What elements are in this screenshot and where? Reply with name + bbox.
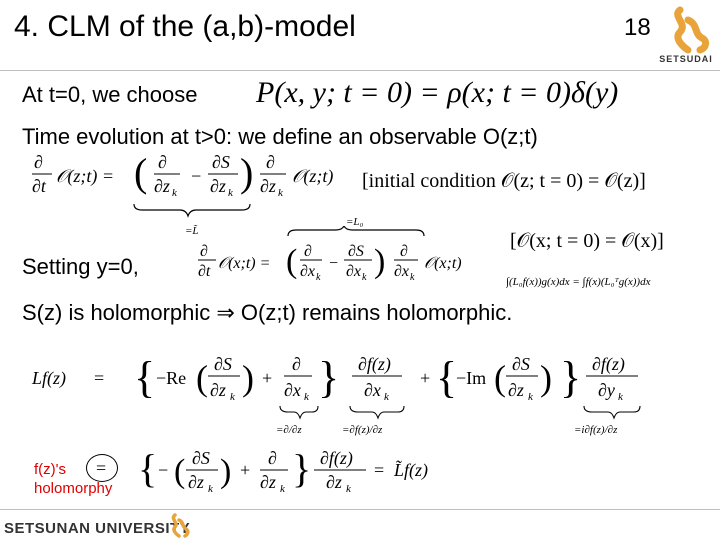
line1-text: At t=0, we choose	[22, 82, 198, 107]
svg-text:∂t: ∂t	[198, 263, 211, 280]
svg-text:∂: ∂	[200, 243, 208, 260]
svg-text:𝒪(z;t): 𝒪(z;t)	[292, 166, 334, 186]
svg-text:−: −	[190, 166, 203, 186]
svg-text:k: k	[316, 272, 321, 283]
header-divider	[0, 70, 720, 71]
page-number: 18	[624, 14, 651, 41]
svg-text:∂S: ∂S	[214, 354, 232, 374]
underbrace-d-dz: =∂/∂z	[276, 424, 302, 436]
svg-text:L̃f(z): L̃f(z)	[394, 460, 429, 480]
underbrace-df-dz: =∂f(z)/∂z	[342, 424, 383, 436]
svg-text:∂f(z): ∂f(z)	[320, 448, 353, 468]
svg-text:∂y: ∂y	[598, 380, 615, 400]
line1-formula: P(x, y; t = 0) = ρ(x; t = 0)δ(y)	[256, 76, 619, 109]
svg-text:+: +	[262, 368, 273, 388]
svg-text:k: k	[278, 187, 283, 199]
svg-text:{: {	[134, 353, 156, 402]
svg-text:∂z: ∂z	[210, 380, 226, 400]
svg-text:): )	[374, 243, 386, 280]
svg-text:k: k	[280, 483, 285, 495]
svg-text:k: k	[384, 391, 389, 403]
svg-text:k: k	[228, 187, 233, 199]
footer-university-name: SETSUNAN UNIVERSITY	[4, 520, 191, 537]
svg-text:): )	[540, 358, 552, 398]
svg-text:(: (	[494, 358, 506, 398]
svg-text:+: +	[420, 368, 431, 388]
footer-logo	[165, 513, 191, 544]
svg-text:∂f(z): ∂f(z)	[358, 354, 391, 374]
svg-text:=: =	[96, 458, 107, 478]
svg-text:∂t: ∂t	[32, 176, 46, 196]
holomorphy-note-line1: f(z)'s	[34, 461, 67, 478]
svg-text:∂: ∂	[268, 448, 277, 468]
svg-text:∂x: ∂x	[300, 263, 316, 280]
svg-text:+: +	[240, 460, 251, 480]
footer-logo-icon	[165, 513, 191, 539]
overbrace-label: =L₀	[346, 216, 364, 228]
svg-text:𝒪(x;t) =: 𝒪(x;t) =	[218, 255, 271, 272]
svg-text:}: }	[292, 448, 312, 491]
svg-text:∂z: ∂z	[260, 472, 276, 492]
svg-text:): )	[220, 453, 232, 490]
svg-text:(: (	[196, 358, 208, 398]
svg-text:∂z: ∂z	[508, 380, 524, 400]
svg-text:∂z: ∂z	[210, 176, 226, 196]
slide-title: 4. CLM of the (a,b)-model	[14, 10, 356, 43]
initial-condition-x: [𝒪(x; t = 0) = 𝒪(x)]	[510, 230, 664, 252]
svg-text:∂z: ∂z	[326, 472, 342, 492]
reduced-equation-graphic	[196, 226, 496, 296]
svg-text:−Re: −Re	[156, 368, 187, 388]
svg-text:{: {	[138, 448, 158, 491]
svg-text:Lf(z): Lf(z)	[32, 368, 67, 388]
svg-text:=: =	[374, 460, 385, 480]
svg-text:∂x: ∂x	[394, 263, 410, 280]
svg-text:∂: ∂	[158, 152, 167, 172]
svg-text:}: }	[560, 353, 582, 402]
line5-text: S(z) is holomorphic ⇒ O(z;t) remains holomorphic.	[22, 300, 513, 325]
line2-text: Time evolution at t>0: we define an observable O(z;t)	[22, 124, 538, 149]
svg-text:𝒪(x;t): 𝒪(x;t)	[424, 255, 462, 272]
svg-text:∂: ∂	[304, 243, 312, 260]
footer-divider	[0, 509, 720, 510]
svg-text:(: (	[174, 453, 186, 490]
holomorphy-note-line2: holomorphy	[34, 480, 113, 497]
svg-text:k: k	[304, 391, 309, 403]
svg-text:∂x: ∂x	[346, 263, 362, 280]
svg-text:∂z: ∂z	[154, 176, 170, 196]
underbrace-i-df-dz: =i∂f(z)/∂z	[574, 424, 618, 436]
setsudai-logo-icon	[658, 6, 714, 54]
integral-relation	[506, 268, 718, 299]
svg-text:∂x: ∂x	[284, 380, 301, 400]
holomorphic-equation	[94, 448, 464, 511]
underbrace-label: =L̃	[185, 225, 199, 237]
reduced-equation	[196, 226, 496, 301]
logo-text: SETSUDAI	[659, 54, 713, 64]
svg-text:−: −	[328, 255, 339, 272]
svg-text:∂: ∂	[292, 354, 301, 374]
holomorphic-equation-graphic	[94, 448, 464, 506]
svg-text:∂S: ∂S	[212, 152, 230, 172]
svg-text:∂x: ∂x	[364, 380, 381, 400]
svg-text:k: k	[230, 391, 235, 403]
svg-text:−Im: −Im	[456, 368, 487, 388]
svg-text:∂S: ∂S	[348, 243, 364, 260]
svg-text:=: =	[94, 368, 105, 388]
svg-text:k: k	[618, 391, 623, 403]
svg-text:∂z: ∂z	[260, 176, 276, 196]
svg-text:∂f(z): ∂f(z)	[592, 354, 625, 374]
svg-text:∂z: ∂z	[188, 472, 204, 492]
svg-text:∂: ∂	[266, 152, 275, 172]
svg-text:−: −	[158, 460, 169, 480]
initial-condition: [initial condition 𝒪(z; t = 0) = 𝒪(z)]	[362, 170, 646, 192]
svg-text:∂: ∂	[34, 152, 43, 172]
svg-text:{: {	[436, 353, 458, 402]
integral-relation-graphic	[506, 268, 718, 294]
svg-text:k: k	[172, 187, 177, 199]
svg-text:(: (	[134, 152, 148, 195]
svg-text:𝒪(z;t) =: 𝒪(z;t) =	[56, 166, 114, 186]
svg-text:∂S: ∂S	[512, 354, 530, 374]
svg-text:k: k	[410, 272, 415, 283]
svg-text:∂: ∂	[400, 243, 408, 260]
svg-text:∫(L₀f(x))g(x)dx = ∫f(x)(L₀ᵀg(x: ∫(L₀f(x))g(x)dx = ∫f(x)(L₀ᵀg(x))dx	[506, 276, 651, 288]
svg-text:): )	[240, 152, 254, 195]
setsudai-logo	[658, 6, 714, 66]
svg-text:k: k	[346, 483, 351, 495]
svg-text:k: k	[208, 483, 213, 495]
svg-text:(: (	[286, 243, 298, 280]
svg-text:k: k	[528, 391, 533, 403]
line4-text: Setting y=0,	[22, 254, 139, 279]
svg-text:k: k	[362, 272, 367, 283]
svg-text:}: }	[318, 353, 340, 402]
svg-text:∂S: ∂S	[192, 448, 210, 468]
svg-text:): )	[242, 358, 254, 398]
